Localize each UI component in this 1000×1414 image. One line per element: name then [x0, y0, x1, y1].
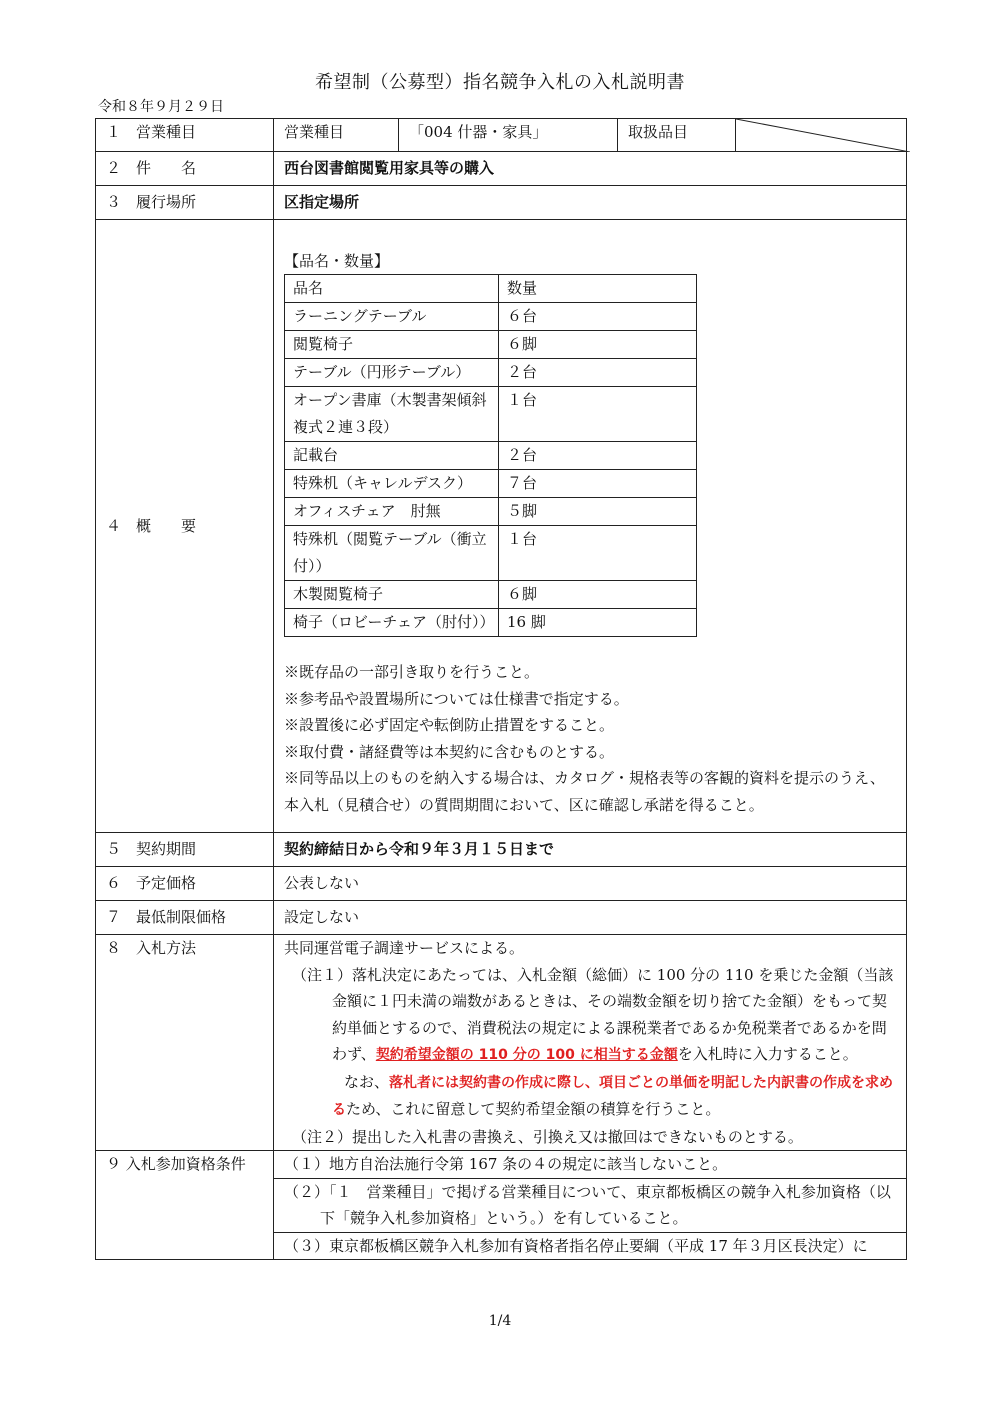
row-label: ３ 履行場所 — [96, 186, 274, 220]
note-text: なお、 — [344, 1072, 390, 1091]
business-type-subtable — [274, 119, 906, 151]
item-qty: １台 — [499, 387, 697, 442]
item-qty: ２台 — [499, 359, 697, 387]
row-estimated-price — [96, 867, 907, 901]
item-qty: ７台 — [499, 470, 697, 498]
overview-note: ※既存品の一部引き取りを行うこと。 — [284, 663, 540, 681]
overview-note: ※設置後に必ず固定や転倒防止措置をすること。 — [284, 716, 615, 734]
eligibility-content — [274, 1151, 907, 1260]
row-minimum-price — [96, 901, 907, 935]
items-table — [284, 274, 697, 637]
note-text: （注１）落札決定にあたっては、入札金額（総価）に 100 分の 110 を乗じた金額（当該金額に１円未満の端数があるときは、その端数金額を切り捨てた金額）をもって契約単価とするので、消費税法の規定による課税業者であるか免税業者であるかを問わず、 — [292, 965, 894, 1063]
item-name: 特殊机（閲覧テーブル（衝立付）） — [285, 526, 499, 581]
row-contract-period — [96, 833, 907, 867]
item-row — [285, 387, 697, 442]
bidding-note-1-cont — [284, 1069, 896, 1124]
business-type-value: 「004 什器・家具」 — [399, 119, 618, 151]
document-date: 令和８年９月２９日 — [98, 99, 224, 115]
item-row — [285, 303, 697, 331]
item-name: 椅子（ロビーチェア（肘付）） — [285, 609, 499, 637]
note-text: を入札時に入力すること。 — [677, 1045, 858, 1063]
note-highlight: 落札者には契約書の作成に際し、項目ごとの単価を明記した内訳書の作成を求める — [332, 1074, 894, 1118]
row-label: ５ 契約期間 — [96, 833, 274, 867]
item-name: オープン書庫（木製書架傾斜複式２連３段） — [285, 387, 499, 442]
note-highlight: 契約希望金額の 110 分の 100 に相当する金額 — [375, 1047, 678, 1063]
contract-period-value: 契約締結日から令和９年３月１５日まで — [274, 833, 907, 867]
item-name: テーブル（円形テーブル） — [285, 359, 499, 387]
item-name: 記載台 — [285, 442, 499, 470]
bidding-note-1 — [284, 962, 896, 1069]
handled-items-value — [736, 119, 907, 151]
item-name-header: 品名 — [285, 275, 499, 303]
row-subject — [96, 152, 907, 186]
page-number: 1/4 — [488, 1313, 512, 1329]
item-name: オフィスチェア 肘無 — [285, 498, 499, 526]
item-row — [285, 526, 697, 581]
handled-items-heading: 取扱品目 — [618, 119, 736, 151]
item-row — [285, 359, 697, 387]
overview-notes — [284, 659, 896, 818]
row-label: ８ 入札方法 — [96, 935, 274, 1151]
row-label: ７ 最低制限価格 — [96, 901, 274, 935]
item-qty: １台 — [499, 526, 697, 581]
eligibility-item: （２）「１ 営業種目」で掲げる営業種目について、東京都板橋区の競争入札参加資格（以下「競争入札参加資格」という。）を有していること。 — [274, 1178, 906, 1232]
eligibility-item: （１）地方自治法施行令第 167 条の４の規定に該当しないこと。 — [284, 1155, 728, 1173]
main-table — [95, 118, 907, 1260]
location-value: 区指定場所 — [274, 186, 907, 220]
note-text: ため、これに留意して契約希望金額の積算を行うこと。 — [346, 1100, 721, 1118]
overview-note: ※取付費・諸経費等は本契約に含むものとする。 — [284, 742, 615, 761]
item-name: ラーニングテーブル — [285, 303, 499, 331]
row-location — [96, 186, 907, 220]
item-row — [285, 470, 697, 498]
row-label: ２ 件 名 — [96, 152, 274, 186]
item-qty: 16 脚 — [499, 609, 697, 637]
business-type-heading: 営業種目 — [274, 119, 399, 151]
row-overview — [96, 220, 907, 833]
item-row — [285, 498, 697, 526]
items-header-row — [285, 275, 697, 303]
item-row — [285, 581, 697, 609]
item-row — [285, 609, 697, 637]
item-qty: ６脚 — [499, 581, 697, 609]
items-heading: 【品名・数量】 — [284, 252, 390, 270]
bidding-note-2: （注２）提出した入札書の書換え、引換え又は撤回はできないものとする。 — [292, 1127, 803, 1146]
business-type-cells — [274, 119, 907, 152]
minimum-price-value: 設定しない — [274, 901, 907, 935]
eligibility-item: （３）東京都板橋区競争入札参加有資格者指名停止要綱（平成 17 年３月区長決定）に — [274, 1232, 906, 1260]
document-title: 希望制（公募型）指名競争入札の入札説明書 — [315, 72, 685, 93]
row-label: １ 営業種目 — [96, 119, 274, 152]
item-row — [285, 331, 697, 359]
item-row — [285, 442, 697, 470]
diagonal-line — [736, 119, 910, 152]
item-qty-header: 数量 — [499, 275, 697, 303]
overview-content — [274, 220, 907, 833]
row-eligibility — [96, 1151, 907, 1260]
item-qty: ５脚 — [499, 498, 697, 526]
row-business-type — [96, 119, 907, 152]
row-label: ９ 入札参加資格条件 — [96, 1151, 274, 1260]
row-label: ６ 予定価格 — [96, 867, 274, 901]
item-qty: ２台 — [499, 442, 697, 470]
overview-note: ※同等品以上のものを納入する場合は、カタログ・規格表等の客観的資料を提示のうえ、本入札（見積合せ）の質問期間において、区に確認し承諾を得ること。 — [284, 769, 885, 814]
subject-value: 西台図書館閲覧用家具等の購入 — [274, 152, 907, 186]
item-qty: ６台 — [499, 303, 697, 331]
estimated-price-value: 公表しない — [274, 867, 907, 901]
bidding-method-content — [274, 935, 907, 1151]
item-qty: ６脚 — [499, 331, 697, 359]
item-name: 木製閲覧椅子 — [285, 581, 499, 609]
row-label: ４ 概 要 — [96, 220, 274, 833]
bidding-method-line: 共同運営電子調達サービスによる。 — [284, 939, 525, 957]
item-name: 閲覧椅子 — [285, 331, 499, 359]
row-bidding-method — [96, 935, 907, 1151]
overview-note: ※参考品や設置場所については仕様書で指定する。 — [284, 689, 629, 708]
item-name: 特殊机（キャレルデスク） — [285, 470, 499, 498]
